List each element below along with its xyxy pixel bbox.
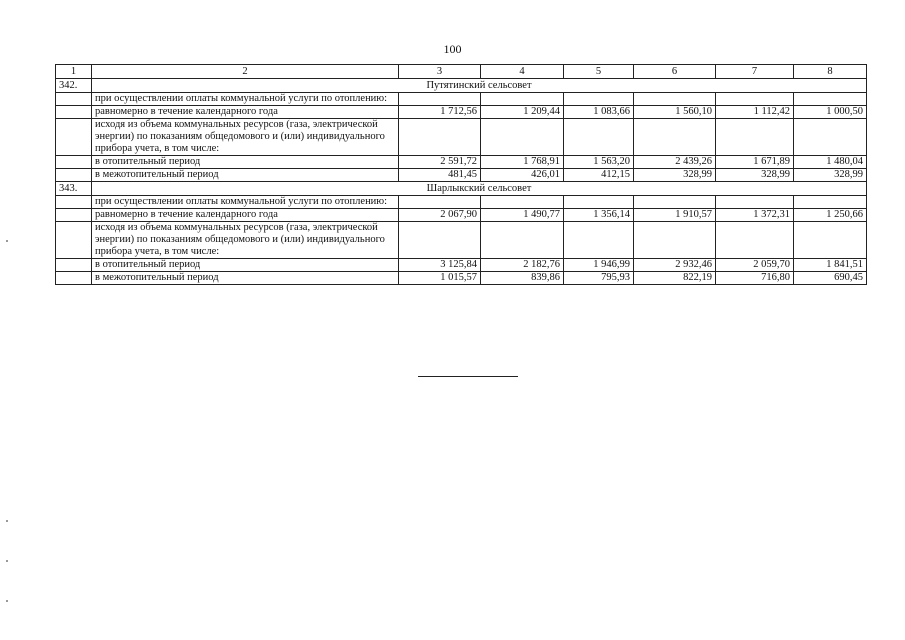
- row-label: равномерно в течение календарного года: [92, 106, 399, 119]
- value-cell: 2 059,70: [716, 259, 794, 272]
- value-cell: 1 209,44: [481, 106, 564, 119]
- page-number: 100: [443, 42, 462, 56]
- value-cell: 1 490,77: [481, 209, 564, 222]
- column-header: 4: [481, 65, 564, 79]
- section-number: 342.: [56, 79, 92, 93]
- value-cell: 1 356,14: [564, 209, 634, 222]
- value-cell: 1 671,89: [716, 156, 794, 169]
- value-cell: 2 182,76: [481, 259, 564, 272]
- value-cell: 412,15: [564, 169, 634, 182]
- value-cell: 1 000,50: [794, 106, 867, 119]
- value-cell: 1 712,56: [399, 106, 481, 119]
- table-row: [56, 156, 867, 169]
- column-number-row: [56, 65, 867, 79]
- scan-speck: [6, 600, 8, 602]
- row-label: равномерно в течение календарного года: [92, 209, 399, 222]
- scan-speck: [6, 520, 8, 522]
- intro-label: при осуществлении оплаты коммунальной услуги по отоплению:: [92, 93, 399, 106]
- value-cell: 1 480,04: [794, 156, 867, 169]
- value-cell: 2 067,90: [399, 209, 481, 222]
- table-row: [56, 222, 867, 259]
- column-header: 2: [92, 65, 399, 79]
- value-cell: 795,93: [564, 272, 634, 285]
- section-row: [56, 182, 867, 196]
- tariff-table: [55, 64, 867, 285]
- value-cell: 1 083,66: [564, 106, 634, 119]
- value-cell: 328,99: [716, 169, 794, 182]
- meter-label: исходя из объема коммунальных ресурсов (газа, электрической энергии) по показаниям общедомового и (или) индивидуального прибора учета, в том числе:: [92, 119, 399, 156]
- value-cell: 2 591,72: [399, 156, 481, 169]
- table-row: [56, 196, 867, 209]
- row-label: в межотопительный период: [92, 272, 399, 285]
- column-header: 6: [634, 65, 716, 79]
- column-header: 5: [564, 65, 634, 79]
- value-cell: 1 910,57: [634, 209, 716, 222]
- end-divider: [418, 376, 518, 377]
- meter-label: исходя из объема коммунальных ресурсов (газа, электрической энергии) по показаниям общедомового и (или) индивидуального прибора учета, в том числе:: [92, 222, 399, 259]
- table-row: [56, 119, 867, 156]
- table-row: [56, 169, 867, 182]
- section-row: [56, 79, 867, 93]
- value-cell: 1 946,99: [564, 259, 634, 272]
- scan-speck: [6, 240, 8, 242]
- value-cell: 426,01: [481, 169, 564, 182]
- value-cell: 2 439,26: [634, 156, 716, 169]
- value-cell: 822,19: [634, 272, 716, 285]
- value-cell: 1 015,57: [399, 272, 481, 285]
- value-cell: 1 768,91: [481, 156, 564, 169]
- value-cell: 328,99: [634, 169, 716, 182]
- section-number: 343.: [56, 182, 92, 196]
- value-cell: 1 112,42: [716, 106, 794, 119]
- column-header: 3: [399, 65, 481, 79]
- value-cell: 328,99: [794, 169, 867, 182]
- scan-speck: [6, 560, 8, 562]
- section-title: Шарлыкский сельсовет: [92, 182, 867, 196]
- value-cell: 1 560,10: [634, 106, 716, 119]
- row-label: в отопительный период: [92, 259, 399, 272]
- table-row: [56, 209, 867, 222]
- column-header: 8: [794, 65, 867, 79]
- row-label: в межотопительный период: [92, 169, 399, 182]
- value-cell: 690,45: [794, 272, 867, 285]
- value-cell: 1 250,66: [794, 209, 867, 222]
- value-cell: 716,80: [716, 272, 794, 285]
- value-cell: 2 932,46: [634, 259, 716, 272]
- value-cell: 1 372,31: [716, 209, 794, 222]
- table-row: [56, 93, 867, 106]
- value-cell: 1 563,20: [564, 156, 634, 169]
- value-cell: 3 125,84: [399, 259, 481, 272]
- value-cell: 481,45: [399, 169, 481, 182]
- intro-label: при осуществлении оплаты коммунальной услуги по отоплению:: [92, 196, 399, 209]
- column-header: 7: [716, 65, 794, 79]
- table-row: [56, 259, 867, 272]
- row-label: в отопительный период: [92, 156, 399, 169]
- section-title: Путятинский сельсовет: [92, 79, 867, 93]
- column-header: 1: [56, 65, 92, 79]
- table-row: [56, 106, 867, 119]
- table-row: [56, 272, 867, 285]
- value-cell: 839,86: [481, 272, 564, 285]
- value-cell: 1 841,51: [794, 259, 867, 272]
